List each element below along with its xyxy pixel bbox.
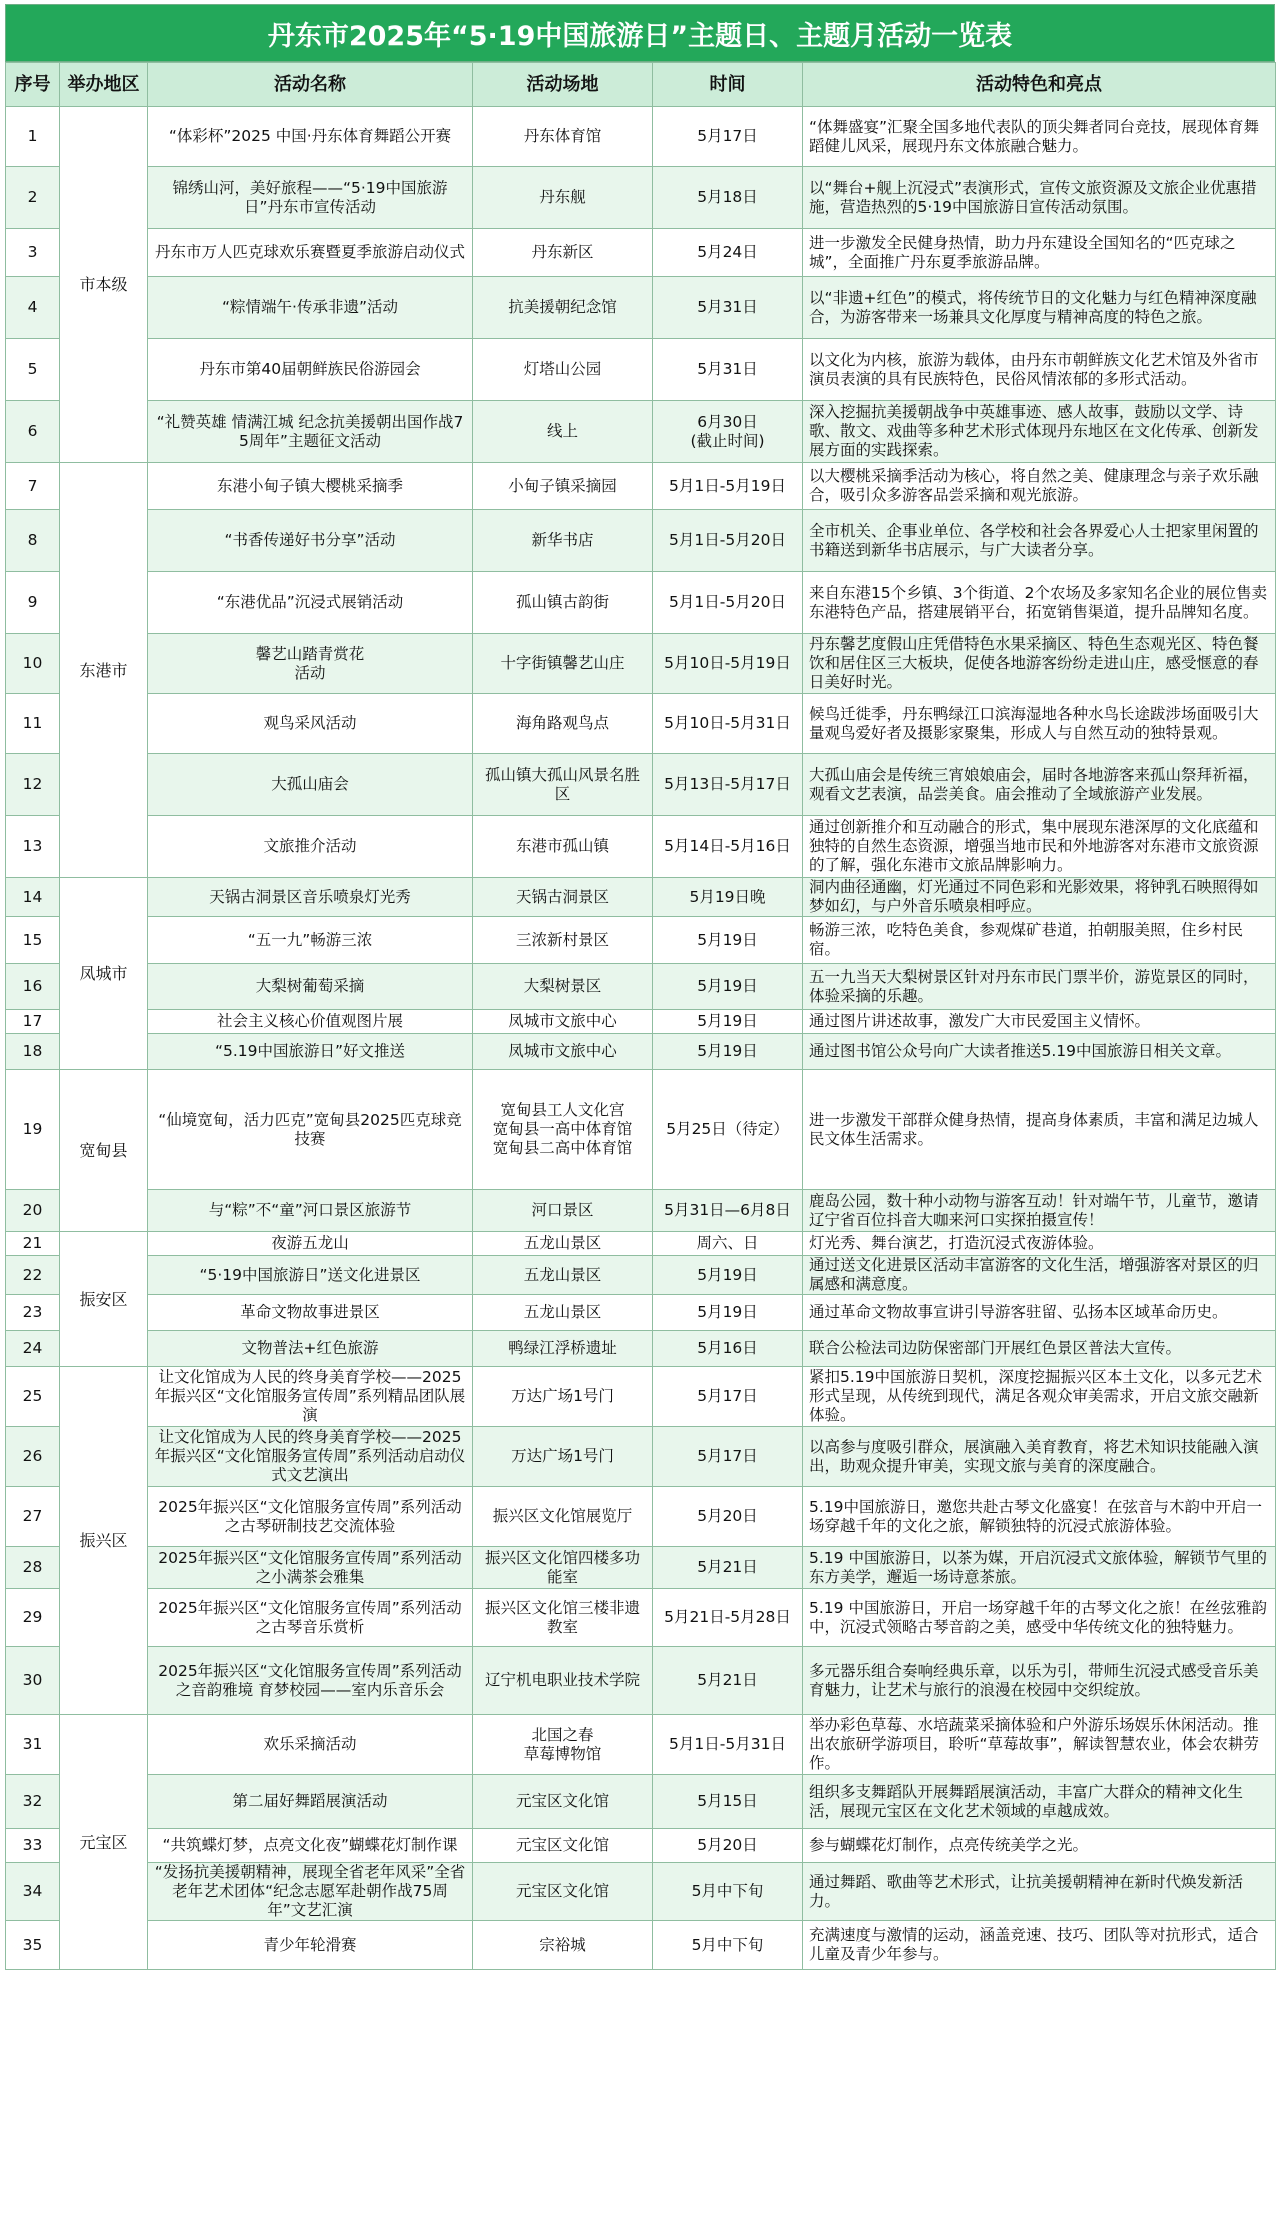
activity-venue: 元宝区文化馆	[473, 1775, 653, 1829]
row-number: 7	[6, 463, 60, 510]
region-cell: 凤城市	[60, 878, 148, 1070]
activity-name: “发扬抗美援朝精神，展现全省老年风采”全省老年艺术团体“纪念志愿军赴朝作战75周年”文艺汇演	[148, 1863, 473, 1921]
activity-time: 5月1日-5月20日	[653, 510, 803, 572]
activity-desc: 以“舞台+舰上沉浸式”表演形式，宣传文旅资源及文旅企业优惠措施，营造热烈的5·19中国旅游日宣传活动氛围。	[803, 167, 1276, 229]
activity-time: 5月18日	[653, 167, 803, 229]
row-number: 1	[6, 107, 60, 167]
activity-time: 5月1日-5月31日	[653, 1715, 803, 1775]
activity-venue: 十字街镇馨艺山庄	[473, 634, 653, 694]
activity-venue: 大梨树景区	[473, 964, 653, 1010]
table-row	[6, 1010, 1276, 1034]
table-row	[6, 107, 1276, 167]
activity-name: “礼赞英雄 情满江城 纪念抗美援朝出国作战75周年”主题征文活动	[148, 401, 473, 463]
activity-venue: 振兴区文化馆四楼多功能室	[473, 1547, 653, 1589]
activity-venue: 宽甸县工人文化宫 宽甸县一高中体育馆 宽甸县二高中体育馆	[473, 1070, 653, 1190]
activity-venue: 孤山镇大孤山风景名胜区	[473, 754, 653, 816]
activity-desc: 进一步激发干部群众健身热情，提高身体素质，丰富和满足边城人民文体生活需求。	[803, 1070, 1276, 1190]
activity-venue: 北国之春 草莓博物馆	[473, 1715, 653, 1775]
table-row	[6, 1921, 1276, 1970]
activity-name: 丹东市第40届朝鲜族民俗游园会	[148, 339, 473, 401]
table-row	[6, 1367, 1276, 1427]
activity-time: 5月中下旬	[653, 1921, 803, 1970]
activity-venue: 东港市孤山镇	[473, 816, 653, 878]
activity-time: 5月17日	[653, 107, 803, 167]
table-row	[6, 1589, 1276, 1647]
region-cell: 振兴区	[60, 1367, 148, 1715]
activity-name: 青少年轮滑赛	[148, 1921, 473, 1970]
table-row	[6, 1256, 1276, 1295]
table-row	[6, 1775, 1276, 1829]
table-row	[6, 1647, 1276, 1715]
activity-desc: 5.19中国旅游日，邀您共赴古琴文化盛宴！在弦音与木韵中开启一场穿越千年的文化之旅，解锁独特的沉浸式旅游体验。	[803, 1487, 1276, 1547]
row-number: 31	[6, 1715, 60, 1775]
row-number: 13	[6, 816, 60, 878]
activity-desc: 通过舞蹈、歌曲等艺术形式，让抗美援朝精神在新时代焕发新活力。	[803, 1863, 1276, 1921]
activity-desc: 通过创新推介和互动融合的形式，集中展现东港深厚的文化底蕴和独特的自然生态资源，增强当地市民和外地游客对东港市文旅资源的了解，强化东港市文旅品牌影响力。	[803, 816, 1276, 878]
row-number: 4	[6, 277, 60, 339]
table-row	[6, 878, 1276, 917]
activity-venue: 小甸子镇采摘园	[473, 463, 653, 510]
region-cell: 市本级	[60, 107, 148, 463]
activity-desc: 组织多支舞蹈队开展舞蹈展演活动，丰富广大群众的精神文化生活，展现元宝区在文化艺术领域的卓越成效。	[803, 1775, 1276, 1829]
table-row	[6, 339, 1276, 401]
activity-desc: 丹东馨艺度假山庄凭借特色水果采摘区、特色生态观光区、特色餐饮和居住区三大板块，促使各地游客纷纷走进山庄，感受惬意的春日美好时光。	[803, 634, 1276, 694]
activity-venue: 丹东体育馆	[473, 107, 653, 167]
row-number: 18	[6, 1034, 60, 1070]
row-number: 22	[6, 1256, 60, 1295]
activity-name: 2025年振兴区“文化馆服务宣传周”系列活动之小满茶会雅集	[148, 1547, 473, 1589]
activity-name: 东港小甸子镇大樱桃采摘季	[148, 463, 473, 510]
activity-desc: 5.19 中国旅游日，开启一场穿越千年的古琴文化之旅！在丝弦雅韵中，沉浸式领略古琴音韵之美，感受中华传统文化的独特魅力。	[803, 1589, 1276, 1647]
row-number: 34	[6, 1863, 60, 1921]
activity-name: “5·19中国旅游日”送文化进景区	[148, 1256, 473, 1295]
activity-time: 5月21日	[653, 1647, 803, 1715]
activity-time: 5月19日	[653, 964, 803, 1010]
activity-time: 5月13日-5月17日	[653, 754, 803, 816]
activity-venue: 新华书店	[473, 510, 653, 572]
activity-desc: 多元器乐组合奏响经典乐章，以乐为引，带师生沉浸式感受音乐美育魅力，让艺术与旅行的浪漫在校园中交织绽放。	[803, 1647, 1276, 1715]
row-number: 30	[6, 1647, 60, 1715]
row-number: 16	[6, 964, 60, 1010]
header-name: 活动名称	[148, 63, 473, 107]
activity-desc: 鹿岛公园，数十种小动物与游客互动！针对端午节，儿童节，邀请辽宁省百位抖音大咖来河口实探拍摄宣传！	[803, 1190, 1276, 1232]
activity-time: 5月19日	[653, 1295, 803, 1331]
activity-time: 5月21日	[653, 1547, 803, 1589]
activity-time: 6月30日 (截止时间)	[653, 401, 803, 463]
row-number: 2	[6, 167, 60, 229]
activity-desc: 进一步激发全民健身热情，助力丹东建设全国知名的“匹克球之城”，全面推广丹东夏季旅游品牌。	[803, 229, 1276, 277]
activity-desc: 大孤山庙会是传统三宵娘娘庙会，届时各地游客来孤山祭拜祈福，观看文艺表演，品尝美食。庙会推动了全域旅游产业发展。	[803, 754, 1276, 816]
activity-venue: 万达广场1号门	[473, 1367, 653, 1427]
table-row	[6, 1487, 1276, 1547]
activity-desc: 充满速度与激情的运动，涵盖竞速、技巧、团队等对抗形式，适合儿童及青少年参与。	[803, 1921, 1276, 1970]
activity-desc: 来自东港15个乡镇、3个街道、2个农场及多家知名企业的展位售卖东港特色产品，搭建展销平台，拓宽销售渠道，提升品牌知名度。	[803, 572, 1276, 634]
table-row	[6, 964, 1276, 1010]
row-number: 12	[6, 754, 60, 816]
activity-time: 5月中下旬	[653, 1863, 803, 1921]
activity-name: “体彩杯”2025 中国·丹东体育舞蹈公开赛	[148, 107, 473, 167]
activity-time: 5月19日	[653, 1010, 803, 1034]
table-header-row	[6, 63, 1276, 107]
activity-time: 5月19日	[653, 1034, 803, 1070]
activity-desc: 以“非遗+红色”的模式，将传统节日的文化魅力与红色精神深度融合，为游客带来一场兼具文化厚度与精神高度的特色之旅。	[803, 277, 1276, 339]
row-number: 9	[6, 572, 60, 634]
activity-time: 5月10日-5月31日	[653, 694, 803, 754]
activity-time: 5月25日（待定）	[653, 1070, 803, 1190]
activity-time: 周六、日	[653, 1232, 803, 1256]
activity-name: 天锅古洞景区音乐喷泉灯光秀	[148, 878, 473, 917]
region-cell: 振安区	[60, 1232, 148, 1367]
activity-time: 5月17日	[653, 1367, 803, 1427]
activity-name: 与“粽”不“童”河口景区旅游节	[148, 1190, 473, 1232]
activity-venue: 三浓新村景区	[473, 917, 653, 964]
row-number: 19	[6, 1070, 60, 1190]
table-row	[6, 1331, 1276, 1367]
activity-desc: “体舞盛宴”汇聚全国多地代表队的顶尖舞者同台竞技，展现体育舞蹈健儿风采，展现丹东文体旅融合魅力。	[803, 107, 1276, 167]
table-row	[6, 1070, 1276, 1190]
row-number: 11	[6, 694, 60, 754]
activity-time: 5月19日	[653, 917, 803, 964]
activity-time: 5月31日—6月8日	[653, 1190, 803, 1232]
row-number: 3	[6, 229, 60, 277]
activity-desc: 通过图片讲述故事，激发广大市民爱国主义情怀。	[803, 1010, 1276, 1034]
activity-table	[5, 62, 1276, 1970]
activity-venue: 振兴区文化馆三楼非遗教室	[473, 1589, 653, 1647]
table-row	[6, 1190, 1276, 1232]
row-number: 20	[6, 1190, 60, 1232]
activity-venue: 凤城市文旅中心	[473, 1010, 653, 1034]
row-number: 26	[6, 1427, 60, 1487]
activity-name: 文旅推介活动	[148, 816, 473, 878]
activity-desc: 联合公检法司边防保密部门开展红色景区普法大宣传。	[803, 1331, 1276, 1367]
activity-name: “五一九”畅游三浓	[148, 917, 473, 964]
table-row	[6, 1863, 1276, 1921]
table-body	[6, 107, 1276, 1970]
row-number: 33	[6, 1829, 60, 1863]
activity-name: “共筑蝶灯梦，点亮文化夜”蝴蝶花灯制作课	[148, 1829, 473, 1863]
activity-desc: 以高参与度吸引群众，展演融入美育教育，将艺术知识技能融入演出，助观众提升审美，实现文旅与美育的深度融合。	[803, 1427, 1276, 1487]
region-cell: 东港市	[60, 463, 148, 878]
activity-venue: 河口景区	[473, 1190, 653, 1232]
activity-name: 让文化馆成为人民的终身美育学校——2025年振兴区“文化馆服务宣传周”系列活动启动仪式文艺演出	[148, 1427, 473, 1487]
activity-desc: 以大樱桃采摘季活动为核心，将自然之美、健康理念与亲子欢乐融合，吸引众多游客品尝采摘和观光旅游。	[803, 463, 1276, 510]
activity-time: 5月15日	[653, 1775, 803, 1829]
activity-time: 5月14日-5月16日	[653, 816, 803, 878]
table-row	[6, 572, 1276, 634]
activity-desc: 畅游三浓，吃特色美食，参观煤矿巷道，拍朝服美照，住乡村民宿。	[803, 917, 1276, 964]
activity-time: 5月31日	[653, 339, 803, 401]
table-row	[6, 1427, 1276, 1487]
header-time: 时间	[653, 63, 803, 107]
activity-venue: 线上	[473, 401, 653, 463]
activity-desc: 通过图书馆公众号向广大读者推送5.19中国旅游日相关文章。	[803, 1034, 1276, 1070]
activity-venue: 五龙山景区	[473, 1256, 653, 1295]
table-row	[6, 1034, 1276, 1070]
activity-name: “书香传递好书分享”活动	[148, 510, 473, 572]
activity-venue: 灯塔山公园	[473, 339, 653, 401]
table-row	[6, 1715, 1276, 1775]
header-venue: 活动场地	[473, 63, 653, 107]
row-number: 25	[6, 1367, 60, 1427]
activity-name: 大孤山庙会	[148, 754, 473, 816]
header-region: 举办地区	[60, 63, 148, 107]
activity-venue: 宗裕城	[473, 1921, 653, 1970]
activity-desc: 紧扣5.19中国旅游日契机，深度挖掘振兴区本土文化，以多元艺术形式呈现，从传统到现代，满足各观众审美需求，开启文旅交融新体验。	[803, 1367, 1276, 1427]
table-row	[6, 1547, 1276, 1589]
activity-name: 革命文物故事进景区	[148, 1295, 473, 1331]
row-number: 14	[6, 878, 60, 917]
activity-venue: 元宝区文化馆	[473, 1829, 653, 1863]
row-number: 15	[6, 917, 60, 964]
activity-desc: 五一九当天大梨树景区针对丹东市民门票半价，游览景区的同时，体验采摘的乐趣。	[803, 964, 1276, 1010]
activity-desc: 洞内曲径通幽，灯光通过不同色彩和光影效果，将钟乳石映照得如梦如幻，与户外音乐喷泉相呼应。	[803, 878, 1276, 917]
activity-time: 5月16日	[653, 1331, 803, 1367]
activity-venue: 孤山镇古韵街	[473, 572, 653, 634]
activity-name: 观鸟采风活动	[148, 694, 473, 754]
activity-desc: 以文化为内核，旅游为载体，由丹东市朝鲜族文化艺术馆及外省市演员表演的具有民族特色，民俗风情浓郁的多形式活动。	[803, 339, 1276, 401]
activity-venue: 五龙山景区	[473, 1295, 653, 1331]
activity-time: 5月19日晚	[653, 878, 803, 917]
table-row	[6, 1232, 1276, 1256]
activity-venue: 抗美援朝纪念馆	[473, 277, 653, 339]
activity-name: 社会主义核心价值观图片展	[148, 1010, 473, 1034]
activity-name: “5.19中国旅游日”好文推送	[148, 1034, 473, 1070]
activity-desc: 参与蝴蝶花灯制作，点亮传统美学之光。	[803, 1829, 1276, 1863]
activity-time: 5月20日	[653, 1829, 803, 1863]
activity-venue: 丹东新区	[473, 229, 653, 277]
row-number: 24	[6, 1331, 60, 1367]
table-row	[6, 401, 1276, 463]
page-title: 丹东市2025年“5·19中国旅游日”主题日、主题月活动一览表	[5, 4, 1275, 62]
activity-name: 锦绣山河，美好旅程——“5·19中国旅游日”丹东市宣传活动	[148, 167, 473, 229]
table-row	[6, 510, 1276, 572]
activity-name: 2025年振兴区“文化馆服务宣传周”系列活动之古琴研制技艺交流体验	[148, 1487, 473, 1547]
region-cell: 元宝区	[60, 1715, 148, 1970]
table-row	[6, 917, 1276, 964]
activity-time: 5月21日-5月28日	[653, 1589, 803, 1647]
activity-name: “仙境宽甸，活力匹克”宽甸县2025匹克球竞技赛	[148, 1070, 473, 1190]
activity-name: 让文化馆成为人民的终身美育学校——2025年振兴区“文化馆服务宣传周”系列精品团队展演	[148, 1367, 473, 1427]
table-row	[6, 754, 1276, 816]
activity-name: 2025年振兴区“文化馆服务宣传周”系列活动之古琴音乐赏析	[148, 1589, 473, 1647]
activity-name: “东港优品”沉浸式展销活动	[148, 572, 473, 634]
row-number: 8	[6, 510, 60, 572]
header-desc: 活动特色和亮点	[803, 63, 1276, 107]
activity-time: 5月19日	[653, 1256, 803, 1295]
activity-desc: 举办彩色草莓、水培蔬菜采摘体验和户外游乐场娱乐休闲活动。推出农旅研学游项目，聆听“草莓故事”，解读智慧农业，体会农耕劳作。	[803, 1715, 1276, 1775]
activity-name: 2025年振兴区“文化馆服务宣传周”系列活动之音韵雅境 育梦校园——室内乐音乐会	[148, 1647, 473, 1715]
table-row	[6, 1295, 1276, 1331]
activity-venue: 海角路观鸟点	[473, 694, 653, 754]
activity-desc: 通过送文化进景区活动丰富游客的文化生活，增强游客对景区的归属感和满意度。	[803, 1256, 1276, 1295]
table-row	[6, 229, 1276, 277]
activity-venue: 天锅古洞景区	[473, 878, 653, 917]
activity-name: 夜游五龙山	[148, 1232, 473, 1256]
table-row	[6, 167, 1276, 229]
activity-desc: 候鸟迁徙季，丹东鸭绿江口滨海湿地各种水鸟长途跋涉场面吸引大量观鸟爱好者及摄影家聚集，形成人与自然互动的独特景观。	[803, 694, 1276, 754]
activity-venue: 辽宁机电职业技术学院	[473, 1647, 653, 1715]
activity-time: 5月20日	[653, 1487, 803, 1547]
row-number: 10	[6, 634, 60, 694]
activity-desc: 全市机关、企事业单位、各学校和社会各界爱心人士把家里闲置的书籍送到新华书店展示，与广大读者分享。	[803, 510, 1276, 572]
activity-desc: 深入挖掘抗美援朝战争中英雄事迹、感人故事，鼓励以文学、诗歌、散文、戏曲等多种艺术形式体现丹东地区在文化传承、创新发展方面的实践探索。	[803, 401, 1276, 463]
activity-time: 5月31日	[653, 277, 803, 339]
activity-time: 5月1日-5月20日	[653, 572, 803, 634]
activity-venue: 元宝区文化馆	[473, 1863, 653, 1921]
activity-sheet	[5, 4, 1275, 1970]
row-number: 32	[6, 1775, 60, 1829]
activity-time: 5月24日	[653, 229, 803, 277]
region-cell: 宽甸县	[60, 1070, 148, 1232]
activity-venue: 丹东舰	[473, 167, 653, 229]
activity-venue: 五龙山景区	[473, 1232, 653, 1256]
activity-desc: 5.19 中国旅游日，以茶为媒，开启沉浸式文旅体验，解锁节气里的东方美学，邂逅一场诗意茶旅。	[803, 1547, 1276, 1589]
table-row	[6, 1829, 1276, 1863]
activity-time: 5月10日-5月19日	[653, 634, 803, 694]
activity-venue: 鸭绿江浮桥遗址	[473, 1331, 653, 1367]
table-row	[6, 694, 1276, 754]
activity-name: 欢乐采摘活动	[148, 1715, 473, 1775]
activity-name: 文物普法+红色旅游	[148, 1331, 473, 1367]
table-row	[6, 634, 1276, 694]
table-row	[6, 277, 1276, 339]
activity-time: 5月17日	[653, 1427, 803, 1487]
activity-name: “粽情端午·传承非遗”活动	[148, 277, 473, 339]
activity-desc: 灯光秀、舞台演艺，打造沉浸式夜游体验。	[803, 1232, 1276, 1256]
activity-desc: 通过革命文物故事宣讲引导游客驻留、弘扬本区域革命历史。	[803, 1295, 1276, 1331]
header-no: 序号	[6, 63, 60, 107]
row-number: 35	[6, 1921, 60, 1970]
row-number: 27	[6, 1487, 60, 1547]
row-number: 29	[6, 1589, 60, 1647]
activity-time: 5月1日-5月19日	[653, 463, 803, 510]
activity-venue: 振兴区文化馆展览厅	[473, 1487, 653, 1547]
activity-name: 第二届好舞蹈展演活动	[148, 1775, 473, 1829]
activity-venue: 凤城市文旅中心	[473, 1034, 653, 1070]
activity-name: 大梨树葡萄采摘	[148, 964, 473, 1010]
table-row	[6, 816, 1276, 878]
row-number: 5	[6, 339, 60, 401]
activity-venue: 万达广场1号门	[473, 1427, 653, 1487]
row-number: 6	[6, 401, 60, 463]
activity-name: 馨艺山踏青赏花 活动	[148, 634, 473, 694]
table-row	[6, 463, 1276, 510]
row-number: 21	[6, 1232, 60, 1256]
row-number: 17	[6, 1010, 60, 1034]
row-number: 23	[6, 1295, 60, 1331]
activity-name: 丹东市万人匹克球欢乐赛暨夏季旅游启动仪式	[148, 229, 473, 277]
row-number: 28	[6, 1547, 60, 1589]
